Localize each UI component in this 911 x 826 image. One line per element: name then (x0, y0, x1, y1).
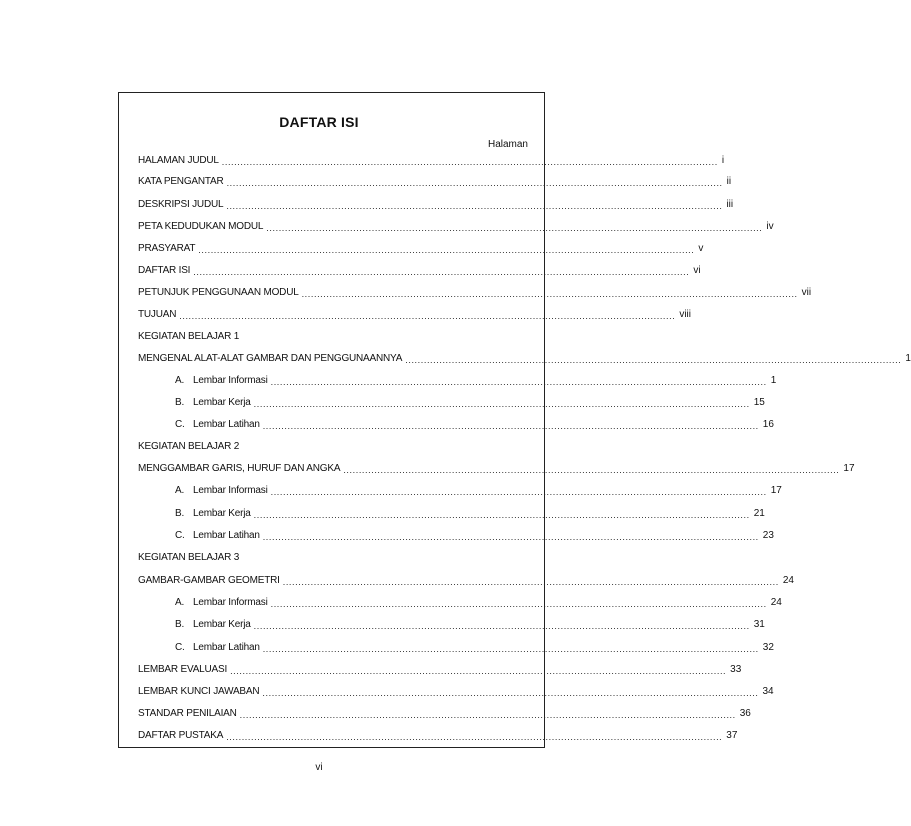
toc-subentry-text: Lembar Informasi (193, 375, 268, 386)
toc-page-number: 37 (726, 730, 738, 741)
toc-subentry-text: Lembar Latihan (193, 419, 260, 430)
toc-leader-dots: ................................................................................................................................................................ (193, 267, 690, 277)
toc-entry-label: HALAMAN JUDUL (138, 155, 219, 166)
toc-entry-label: PRASYARAT (138, 243, 196, 254)
toc-subentry-label (138, 374, 268, 388)
toc-entry[interactable] (138, 198, 734, 212)
toc-entry-label: KEGIATAN BELAJAR 2 (138, 441, 240, 452)
toc-section-heading[interactable] (138, 440, 518, 454)
toc-section-heading[interactable] (138, 551, 518, 565)
toc-subentry-label (138, 484, 268, 498)
toc-subentry-text: Lembar Latihan (193, 530, 260, 541)
toc-subentry-label (138, 418, 260, 432)
toc-entry[interactable] (138, 462, 855, 476)
toc-entry-label: MENGENAL ALAT-ALAT GAMBAR DAN PENGGUNAANNYA (138, 353, 403, 364)
toc-subentry[interactable] (138, 529, 774, 543)
toc-page-number: 21 (753, 508, 765, 519)
toc-subentry-label (138, 529, 260, 543)
toc-entry-label: STANDAR PENILAIAN (138, 708, 237, 719)
toc-subentry-label (138, 596, 268, 610)
toc-page-number: iii (726, 199, 734, 210)
toc-leader-dots: ................................................................................................................................................................ (239, 710, 736, 720)
toc-entry[interactable] (138, 729, 738, 743)
toc-entry[interactable] (138, 220, 774, 234)
toc-subentry[interactable] (138, 596, 782, 610)
toc-page-number: 17 (843, 463, 855, 474)
toc-subentry-label (138, 507, 251, 521)
toc-entry[interactable] (138, 707, 751, 721)
toc-entry[interactable] (138, 352, 911, 366)
toc-leader-dots: ................................................................................................................................................................ (270, 599, 767, 609)
toc-entry-label: TUJUAN (138, 309, 177, 320)
toc-subentry[interactable] (138, 484, 782, 498)
toc-entry[interactable] (138, 286, 812, 300)
toc-entry-label: PETUNJUK PENGGUNAAN MODUL (138, 287, 299, 298)
toc-leader-dots: ................................................................................................................................................................ (253, 399, 750, 409)
toc-subentry-label (138, 396, 251, 410)
toc-entry[interactable] (138, 308, 691, 322)
toc-entry-label: KEGIATAN BELAJAR 1 (138, 331, 240, 342)
toc-subentry-letter: A. (175, 597, 185, 608)
toc-leader-dots: ................................................................................................................................................................ (179, 311, 676, 321)
toc-leader-dots: ................................................................................................................................................................ (282, 577, 779, 587)
toc-leader-dots: ................................................................................................................................................................ (301, 289, 798, 299)
toc-page-number: 31 (753, 619, 765, 630)
toc-subentry-text: Lembar Informasi (193, 597, 268, 608)
toc-subentry-text: Lembar Latihan (193, 642, 260, 653)
toc-page-number: 33 (730, 664, 742, 675)
toc-page-number: 17 (770, 485, 782, 496)
toc-entry[interactable] (138, 264, 701, 278)
toc-subentry-letter: A. (175, 375, 185, 386)
toc-subentry[interactable] (138, 507, 765, 521)
toc-subentry-label (138, 618, 251, 632)
toc-entry-label: DESKRIPSI JUDUL (138, 199, 224, 210)
toc-leader-dots: ................................................................................................................................................................ (270, 487, 767, 497)
toc-subentry-letter: C. (175, 642, 185, 653)
toc-entry-label: PETA KEDUDUKAN MODUL (138, 221, 264, 232)
toc-leader-dots: ................................................................................................................................................................ (262, 688, 759, 698)
toc-entry[interactable] (138, 663, 742, 677)
toc-leader-dots: ................................................................................................................................................................ (262, 421, 759, 431)
toc-entry[interactable] (138, 242, 704, 256)
toc-subentry-label (138, 641, 260, 655)
page-column-header: Halaman (487, 139, 528, 150)
toc-subentry-text: Lembar Kerja (193, 397, 251, 408)
toc-leader-dots: ................................................................................................................................................................ (405, 355, 902, 365)
page-number: vi (315, 762, 323, 773)
toc-page-number: 24 (770, 597, 782, 608)
toc-subentry-letter: B. (175, 508, 185, 519)
toc-page-number: 16 (762, 419, 774, 430)
toc-subentry[interactable] (138, 618, 765, 632)
toc-page-number: 34 (762, 686, 774, 697)
toc-entry[interactable] (138, 154, 725, 168)
toc-subentry-letter: B. (175, 397, 185, 408)
toc-entry-label: KATA PENGANTAR (138, 176, 224, 187)
toc-leader-dots: ................................................................................................................................................................ (270, 377, 767, 387)
toc-page-number: vii (801, 287, 812, 298)
toc-leader-dots: ................................................................................................................................................................ (230, 666, 727, 676)
toc-page-number: viii (679, 309, 691, 320)
toc-subentry[interactable] (138, 374, 777, 388)
toc-section-heading[interactable] (138, 330, 518, 344)
toc-leader-dots: ................................................................................................................................................................ (262, 532, 759, 542)
toc-leader-dots: ................................................................................................................................................................ (226, 201, 723, 211)
toc-leader-dots: ................................................................................................................................................................ (226, 732, 723, 742)
toc-page-number: 32 (762, 642, 774, 653)
toc-subentry-letter: C. (175, 419, 185, 430)
toc-entry-label: KEGIATAN BELAJAR 3 (138, 552, 240, 563)
toc-subentry-letter: A. (175, 485, 185, 496)
toc-page-number: ii (726, 176, 732, 187)
toc-leader-dots: ................................................................................................................................................................ (198, 245, 695, 255)
toc-leader-dots: ................................................................................................................................................................ (253, 510, 750, 520)
toc-page-number: 23 (762, 530, 774, 541)
toc-subentry[interactable] (138, 418, 774, 432)
toc-entry-label: MENGGAMBAR GARIS, HURUF DAN ANGKA (138, 463, 341, 474)
toc-subentry-letter: C. (175, 530, 185, 541)
toc-page-number: i (721, 155, 725, 166)
toc-leader-dots: ................................................................................................................................................................ (262, 644, 759, 654)
toc-leader-dots: ................................................................................................................................................................ (226, 178, 723, 188)
toc-leader-dots: ................................................................................................................................................................ (343, 465, 840, 475)
toc-entry-label: GAMBAR-GAMBAR GEOMETRI (138, 575, 280, 586)
toc-entry[interactable] (138, 685, 774, 699)
toc-entry[interactable] (138, 175, 732, 189)
toc-entry-label: LEMBAR EVALUASI (138, 664, 228, 675)
toc-page-number: iv (766, 221, 774, 232)
page-title: DAFTAR ISI (279, 114, 359, 130)
toc-entry-label: DAFTAR PUSTAKA (138, 730, 224, 741)
toc-subentry[interactable] (138, 641, 774, 655)
toc-subentry-letter: B. (175, 619, 185, 630)
toc-subentry[interactable] (138, 396, 765, 410)
toc-subentry-text: Lembar Informasi (193, 485, 268, 496)
toc-subentry-text: Lembar Kerja (193, 508, 251, 519)
toc-page-number: 24 (782, 575, 794, 586)
toc-entry-label: LEMBAR KUNCI JAWABAN (138, 686, 260, 697)
toc-page-number: 1 (905, 353, 911, 364)
toc-entry[interactable] (138, 574, 794, 588)
toc-leader-dots: ................................................................................................................................................................ (221, 157, 718, 167)
toc-entry-label: DAFTAR ISI (138, 265, 191, 276)
toc-page-number: 36 (739, 708, 751, 719)
toc-leader-dots: ................................................................................................................................................................ (253, 621, 750, 631)
toc-page-number: 15 (753, 397, 765, 408)
toc-page-number: vi (693, 265, 701, 276)
toc-page-number: 1 (770, 375, 777, 386)
toc-page-number: v (698, 243, 704, 254)
toc-leader-dots: ................................................................................................................................................................ (266, 223, 763, 233)
toc-subentry-text: Lembar Kerja (193, 619, 251, 630)
